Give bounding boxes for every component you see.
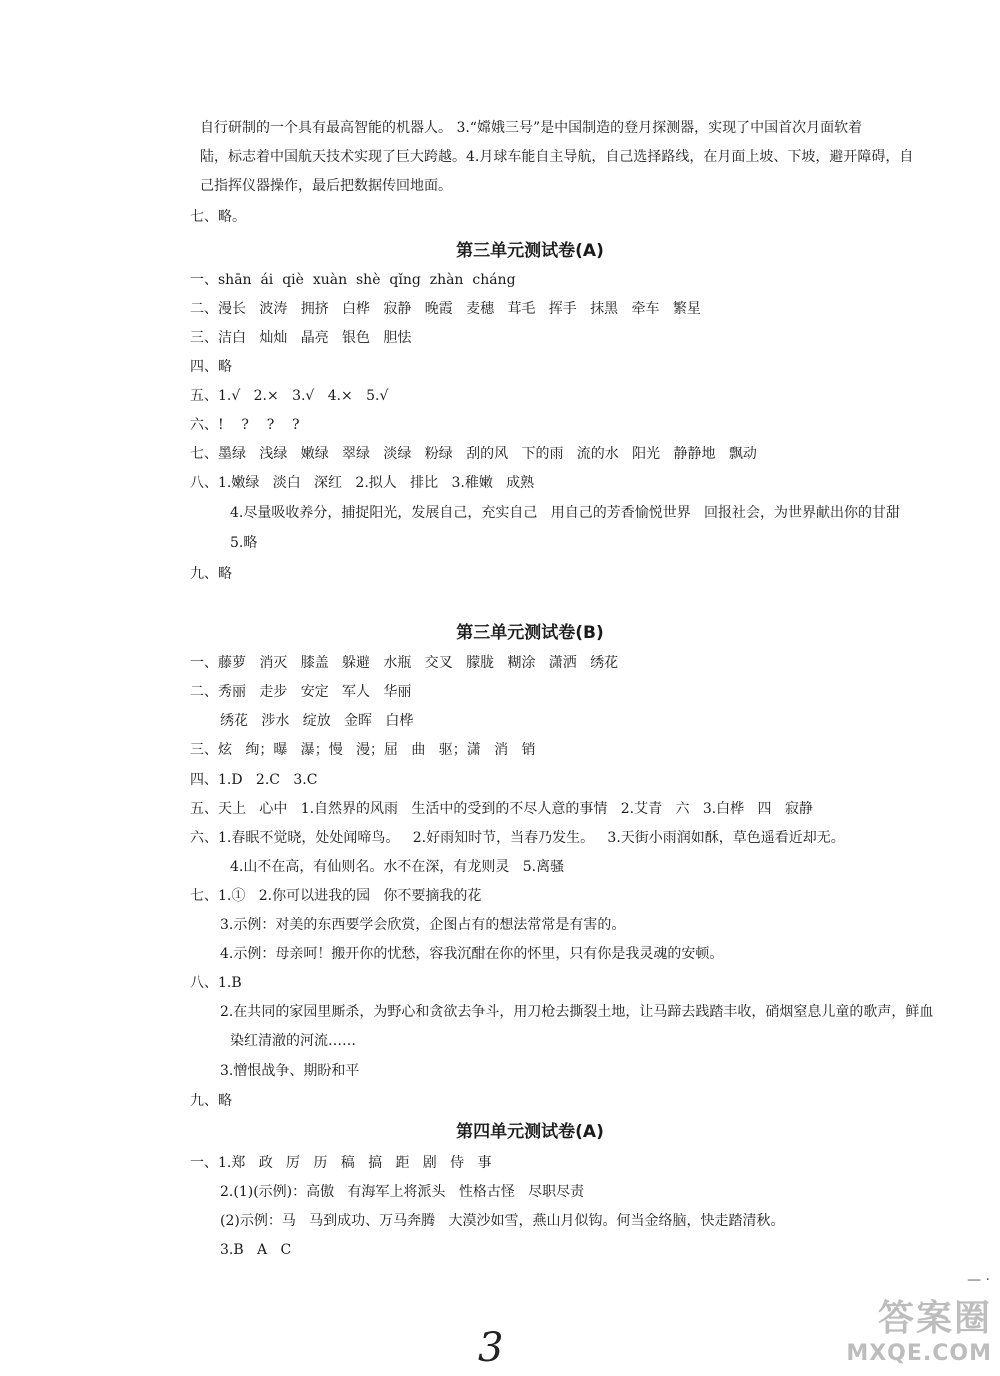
sec3b-line: 一、藤萝 消灭 膝盖 躲避 水瓶 交叉 朦胧 糊涂 潇洒 绣花 xyxy=(190,655,619,671)
sec3a-line: 六、! ? ? ? xyxy=(190,417,300,433)
sec3b-line: 九、略 xyxy=(190,1093,232,1109)
sec3a-line: 四、略 xyxy=(190,359,232,375)
sec3a-line: 七、墨绿 浅绿 嫩绿 翠绿 淡绿 粉绿 刮的风 下的雨 流的水 阳光 静静地 飘动 xyxy=(190,446,757,462)
sec3a-line: 5.略 xyxy=(230,535,258,551)
sec4a-line: 2.(1)(示例)：高傲 有海军上将派头 性格古怪 尽职尽责 xyxy=(220,1184,585,1200)
sec3b-line: 二、秀丽 走步 安定 军人 华丽 xyxy=(190,684,412,700)
sec4a-line: 3.B A C xyxy=(220,1242,292,1258)
sec4a-line: (2)示例：马 马到成功、万马奔腾 大漠沙如雪，燕山月似钩。何当金络脑，快走踏清秋。 xyxy=(220,1213,785,1229)
sec3b-line: 八、1.B xyxy=(190,975,242,991)
edge-mark: — · xyxy=(967,1272,990,1288)
intro-line-3: 己指挥仪器操作，最后把数据传回地面。 xyxy=(200,178,452,194)
intro-line-2: 陆，标志着中国航天技术实现了巨大跨越。4.月球车能自主导航，自己选择路线，在月面上坡、下坡，避开障碍，自 xyxy=(200,149,914,165)
sec3b-line: 3.憎恨战争、期盼和平 xyxy=(220,1063,360,1079)
watermark-logo-text: 答案圈 xyxy=(877,1298,992,1339)
watermark xyxy=(802,1290,992,1370)
sec3b-line: 绣花 涉水 绽放 金晖 白桦 xyxy=(220,713,414,729)
sec3b-line: 染红清澈的河流…… xyxy=(230,1033,356,1049)
sec4a-line: 一、1.郑 政 厉 历 稿 搞 距 剧 侍 事 xyxy=(190,1155,492,1171)
sec3a-line: 八、1.嫩绿 淡白 深红 2.拟人 排比 3.稚嫩 成熟 xyxy=(190,475,535,491)
sec3a-line: 三、洁白 灿灿 晶亮 银色 胆怯 xyxy=(190,330,412,346)
section-title-4a: 第四单元测试卷(A) xyxy=(456,1122,604,1142)
intro-line-1: 自行研制的一个具有最高智能的机器人。 3.“嫦娥三号”是中国制造的登月探测器，实现了中国首次月面软着 xyxy=(200,120,863,136)
sec3b-line: 4.山不在高，有仙则名。水不在深，有龙则灵 5.离骚 xyxy=(230,859,565,875)
intro-line-4: 七、略。 xyxy=(190,209,246,225)
section-title-3a: 第三单元测试卷(A) xyxy=(456,241,604,261)
sec3b-line: 三、炫 绚；曝 瀑；慢 漫；屈 曲 驱；潇 消 销 xyxy=(190,742,536,758)
sec3a-line: 4.尽量吸收养分，捕捉阳光，发展自己，充实自己 用自己的芳香愉悦世界 回报社会，为世界献出你的甘甜 xyxy=(230,505,901,521)
sec3b-line: 四、1.D 2.C 3.C xyxy=(190,772,318,788)
sec3a-line: 一、shān ái qiè xuàn shè qǐng zhàn cháng xyxy=(190,272,516,288)
section-title-3b: 第三单元测试卷(B) xyxy=(456,623,604,643)
page-number: 3 xyxy=(478,1325,504,1371)
sec3a-line: 五、1.√ 2.× 3.√ 4.× 5.√ xyxy=(190,388,389,404)
sec3b-line: 3.示例：对美的东西要学会欣赏，企图占有的想法常常是有害的。 xyxy=(220,917,626,933)
sec3a-line: 二、漫长 波涛 拥挤 白桦 寂静 晚霞 麦穗 茸毛 挥手 抹黑 牵车 繁星 xyxy=(190,301,701,317)
sec3b-line: 2.在共同的家园里厮杀，为野心和贪欲去争斗，用刀枪去撕裂土地，让马蹄去践踏丰收，硝烟窒息儿童的歌声，鲜血 xyxy=(220,1004,934,1020)
sec3b-line: 五、天上 心中 1.自然界的风雨 生活中的受到的不尽人意的事情 2.艾青 六 3.白桦 四 寂静 xyxy=(190,801,813,817)
sec3b-line: 六、1.春眠不觉晓，处处闻啼鸟。 2.好雨知时节，当春乃发生。 3.天街小雨润如酥，草色遥看近却无。 xyxy=(190,830,845,846)
watermark-url: MXQE.COM xyxy=(846,1341,992,1366)
sec3b-line: 七、1.① 2.你可以进我的园 你不要摘我的花 xyxy=(190,888,482,904)
sec3b-line: 4.示例：母亲呵！搬开你的忧愁，容我沉酣在你的怀里，只有你是我灵魂的安顿。 xyxy=(220,946,724,962)
sec3a-line: 九、略 xyxy=(190,566,232,582)
